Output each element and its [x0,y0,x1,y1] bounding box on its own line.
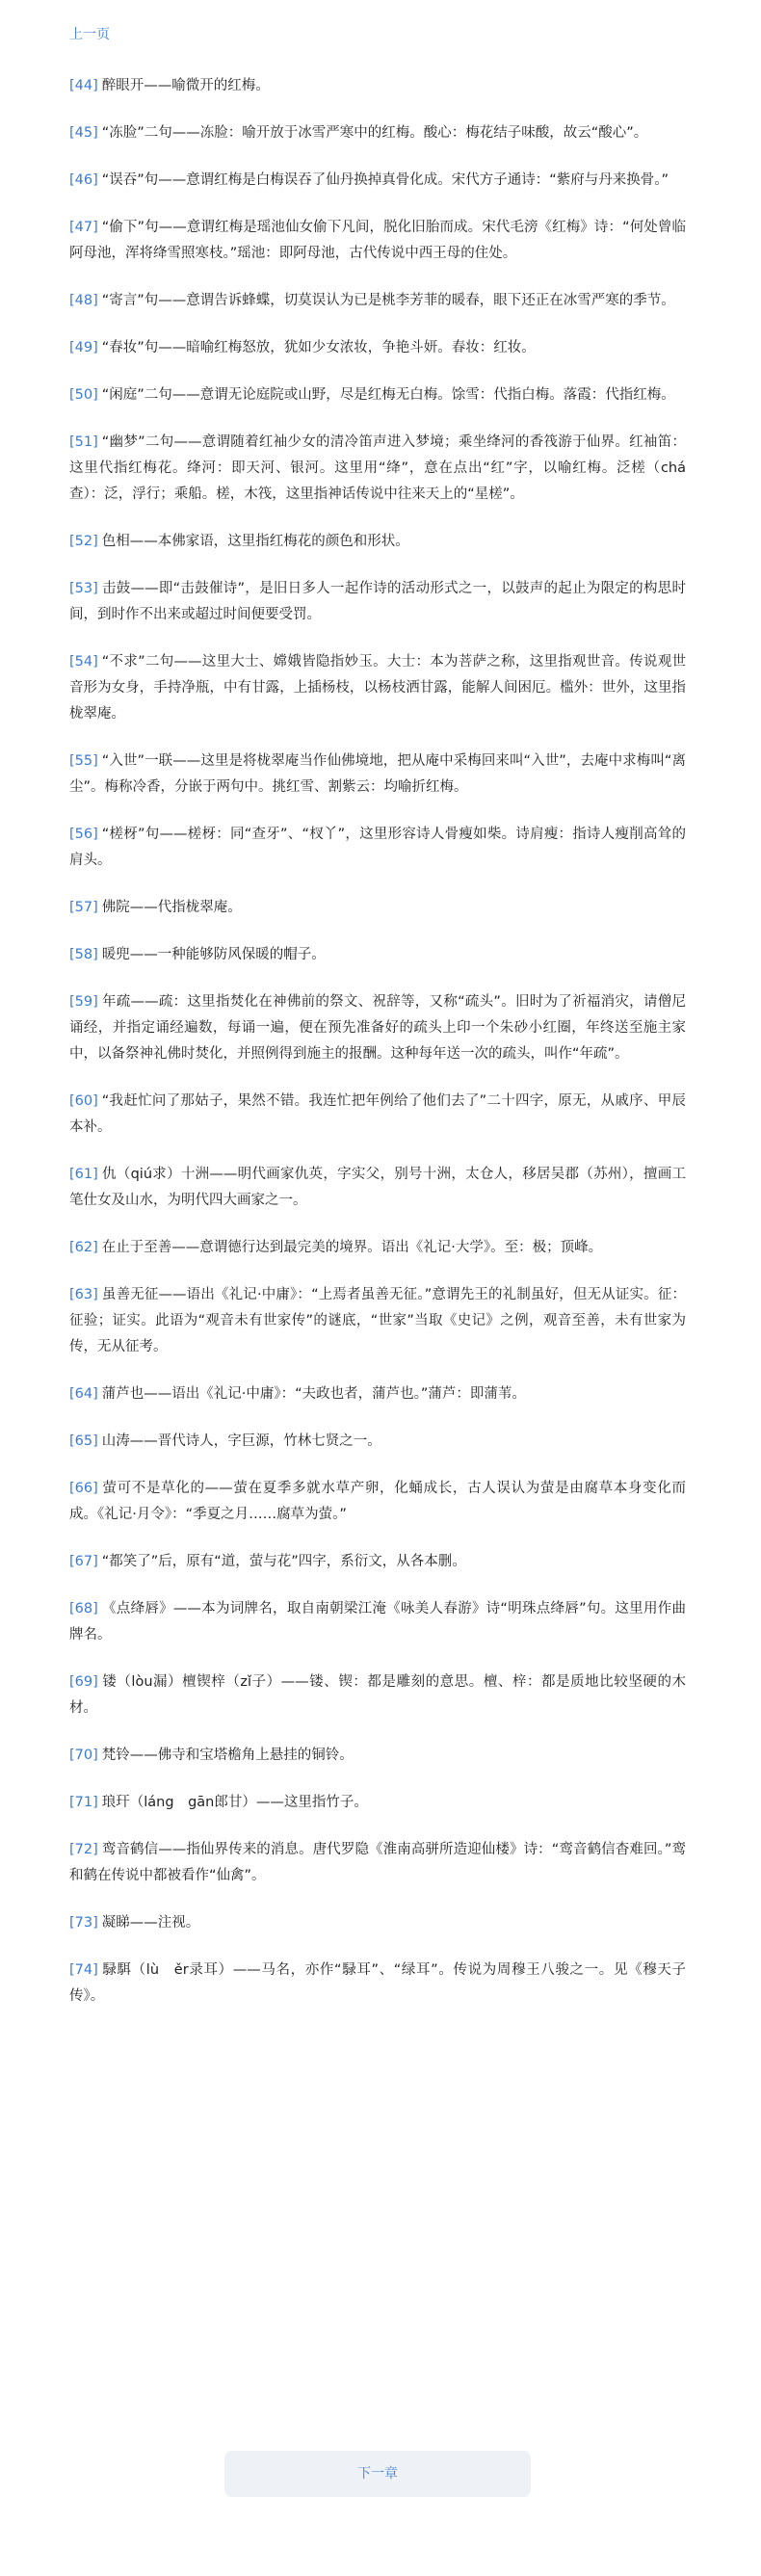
annotation-item [69,120,686,146]
prev-page-link[interactable]: 上一页 [69,27,110,42]
annotation-text: 击鼓——即“击鼓催诗”，是旧日多人一起作诗的活动形式之一，以鼓声的起止为限定的构思时间，到时作不出来或超过时间便要受罚。 [69,581,686,622]
annotation-item [69,430,686,508]
annotation-item [69,1910,686,1936]
annotation-text: “幽梦”二句——意谓随着红袖少女的清冷笛声进入梦境；乘坐绛河的香筏游于仙界。红袖笛：这里代指红梅花。绛河：即天河、银河。这里用“绛”，意在点出“红”字，以喻红梅。泛槎（chá查）：泛，浮行；乘船。槎，木筏，这里指神话传说中往来天上的“星槎”。 [69,434,686,502]
annotation-text: “冻脸”二句——冻脸：喻开放于冰雪严寒中的红梅。酸心：梅花结子味酸，故云“酸心”。 [101,125,648,141]
annotation-item [69,215,686,267]
annotation-item [69,822,686,874]
annotation-number[interactable]: [50] [69,387,98,403]
annotation-text: 騄駬（lù ěr录耳）——马名，亦作“騄耳”、“绿耳”。传说为周穆王八骏之一。见《穆天子传》。 [69,1962,686,2004]
annotation-number[interactable]: [54] [69,654,98,670]
annotation-number[interactable]: [56] [69,827,98,842]
annotation-number[interactable]: [69] [69,1674,98,1690]
annotation-number[interactable]: [60] [69,1093,98,1109]
annotation-item [69,529,686,555]
annotation-item [69,1235,686,1261]
annotation-list [69,73,686,2031]
annotation-number[interactable]: [62] [69,1240,98,1255]
annotation-item [69,1476,686,1528]
annotation-item [69,1429,686,1455]
annotation-item [69,895,686,921]
annotation-text: “我赶忙问了那姑子，果然不错。我连忙把年例给了他们去了”二十四字，原无，从戚序、甲辰本补。 [69,1093,686,1135]
annotation-number[interactable]: [66] [69,1481,98,1496]
annotation-item [69,1743,686,1769]
annotation-number[interactable]: [51] [69,434,98,450]
annotation-text: 佛院——代指栊翠庵。 [101,900,242,915]
annotation-item [69,1837,686,1889]
annotation-text: “都笑了”后，原有“道，萤与花”四字，系衍文，从各本删。 [101,1554,466,1569]
annotation-text: 凝睇——注视。 [101,1915,200,1931]
annotation-text: 琅玕（láng gān郎甘）——这里指竹子。 [101,1795,368,1810]
annotation-text: 年疏——疏：这里指焚化在神佛前的祭文、祝辞等，又称“疏头”。旧时为了祈福消灾，请僧尼诵经，并指定诵经遍数，每诵一遍，便在预先准备好的疏头上印一个朱砂小红圈，年终送至施主家中，以备祭神礼佛时焚化，并照例得到施主的报酬。这种每年送一次的疏头，叫作“年疏”。 [69,994,686,1062]
annotation-text: “不求”二句——这里大士、嫦娥皆隐指妙玉。大士：本为菩萨之称，这里指观世音。传说观世音形为女身，手持净瓶，中有甘露，上插杨枝，以杨枝洒甘露，能解人间困厄。槛外：世外，这里指栊翠庵。 [69,654,686,722]
annotation-number[interactable]: [70] [69,1748,98,1763]
annotation-item [69,1381,686,1407]
annotation-text: 醉眼开——喻微开的红梅。 [101,78,270,93]
annotation-text: “闲庭”二句——意谓无论庭院或山野，尽是红梅无白梅。馀雪：代指白梅。落霞：代指红梅。 [101,387,675,403]
annotation-item [69,73,686,99]
annotation-number[interactable]: [59] [69,994,98,1010]
annotation-text: 山涛——晋代诗人，字巨源，竹林七贤之一。 [101,1433,381,1449]
annotation-item [69,1596,686,1648]
annotation-item [69,649,686,727]
annotation-number[interactable]: [68] [69,1601,98,1617]
annotation-number[interactable]: [71] [69,1795,98,1810]
annotation-item [69,1790,686,1816]
annotation-number[interactable]: [53] [69,581,98,596]
annotation-text: 虽善无征——语出《礼记·中庸》：“上焉者虽善无征。”意谓先王的礼制虽好，但无从证实。征：征验；证实。此语为“观音未有世家传”的谜底，“世家”当取《史记》之例，观音至善，未有世家为传，无从征考。 [69,1287,686,1354]
annotation-text: 仇（qiú求）十洲——明代画家仇英，字实父，别号十洲，太仓人，移居吴郡（苏州），擅画工笔仕女及山水，为明代四大画家之一。 [69,1167,686,1208]
annotation-number[interactable]: [57] [69,900,98,915]
annotation-number[interactable]: [47] [69,220,98,235]
annotation-item [69,942,686,968]
annotation-text: “槎枒”句——槎枒：同“查牙”、“杈丫”，这里形容诗人骨瘦如柴。诗肩瘦：指诗人瘦削高耸的肩头。 [69,827,686,868]
annotation-number[interactable]: [74] [69,1962,98,1978]
annotation-item [69,1162,686,1214]
annotation-text: 萤可不是草化的——萤在夏季多就水草产卵，化蛹成长，古人误认为萤是由腐草本身变化而成。《礼记·月令》：“季夏之月……腐草为萤。” [69,1481,686,1522]
next-chapter-button[interactable]: 下一章 [224,2451,531,2497]
annotation-number[interactable]: [52] [69,534,98,549]
annotation-text: “春妆”句——暗喻红梅怒放，犹如少女浓妆，争艳斗妍。春妆：红妆。 [101,340,536,355]
annotation-text: “入世”一联——这里是将栊翠庵当作仙佛境地，把从庵中采梅回来叫“入世”，去庵中求梅叫“离尘”。梅称冷香，分嵌于两句中。挑红雪、割紫云：均喻折红梅。 [69,753,686,795]
annotation-number[interactable]: [44] [69,78,98,93]
annotation-text: 《点绛唇》——本为词牌名，取自南朝梁江淹《咏美人春游》诗“明珠点绛唇”句。这里用作曲牌名。 [69,1601,686,1643]
annotation-number[interactable]: [63] [69,1287,98,1302]
annotation-item [69,335,686,361]
annotation-item [69,168,686,194]
annotation-item [69,1958,686,2010]
annotation-item [69,382,686,408]
annotation-text: 色相——本佛家语，这里指红梅花的颜色和形状。 [101,534,409,549]
annotation-item [69,1089,686,1141]
annotation-text: 梵铃——佛寺和宝塔檐角上悬挂的铜铃。 [101,1748,354,1763]
annotation-number[interactable]: [46] [69,172,98,188]
annotation-number[interactable]: [49] [69,340,98,355]
annotation-number[interactable]: [45] [69,125,98,141]
annotation-number[interactable]: [58] [69,947,98,962]
annotation-text: “偷下”句——意谓红梅是瑶池仙女偷下凡间，脱化旧胎而成。宋代毛滂《红梅》诗：“何处曾临阿母池，浑将绛雪照寒枝。”瑶池：即阿母池，古代传说中西王母的住处。 [69,220,686,261]
annotation-item [69,288,686,314]
annotation-text: “寄言”句——意谓告诉蜂蝶，切莫误认为已是桃李芳菲的暖春，眼下还正在冰雪严寒的季节。 [101,293,675,308]
annotation-text: 鸾音鹤信——指仙界传来的消息。唐代罗隐《淮南高骈所造迎仙楼》诗：“鸾音鹤信杳难回。”鸾和鹤在传说中都被看作“仙禽”。 [69,1842,686,1883]
annotation-number[interactable]: [73] [69,1915,98,1931]
annotation-number[interactable]: [48] [69,293,98,308]
annotation-item [69,576,686,628]
annotation-item [69,989,686,1067]
annotation-text: 暖兜——一种能够防风保暖的帽子。 [101,947,326,962]
annotation-text: 蒲芦也——语出《礼记·中庸》：“夫政也者，蒲芦也。”蒲芦：即蒲苇。 [101,1386,526,1402]
annotation-number[interactable]: [67] [69,1554,98,1569]
annotation-text: 在止于至善——意谓德行达到最完美的境界。语出《礼记·大学》。至：极；顶峰。 [101,1240,603,1255]
annotation-number[interactable]: [61] [69,1167,98,1182]
annotation-item [69,749,686,801]
annotation-number[interactable]: [65] [69,1433,98,1449]
annotation-item [69,1282,686,1360]
annotation-number[interactable]: [72] [69,1842,98,1857]
annotation-text: 镂（lòu漏）檀锲梓（zǐ子）——镂、锲：都是雕刻的意思。檀、梓：都是质地比较坚硬的木材。 [69,1674,686,1716]
annotation-number[interactable]: [55] [69,753,98,769]
annotation-text: “误吞”句——意谓红梅是白梅误吞了仙丹换掉真骨化成。宋代方子通诗：“紫府与丹来换骨。” [101,172,669,188]
annotation-number[interactable]: [64] [69,1386,98,1402]
annotation-item [69,1669,686,1722]
annotation-item [69,1549,686,1575]
